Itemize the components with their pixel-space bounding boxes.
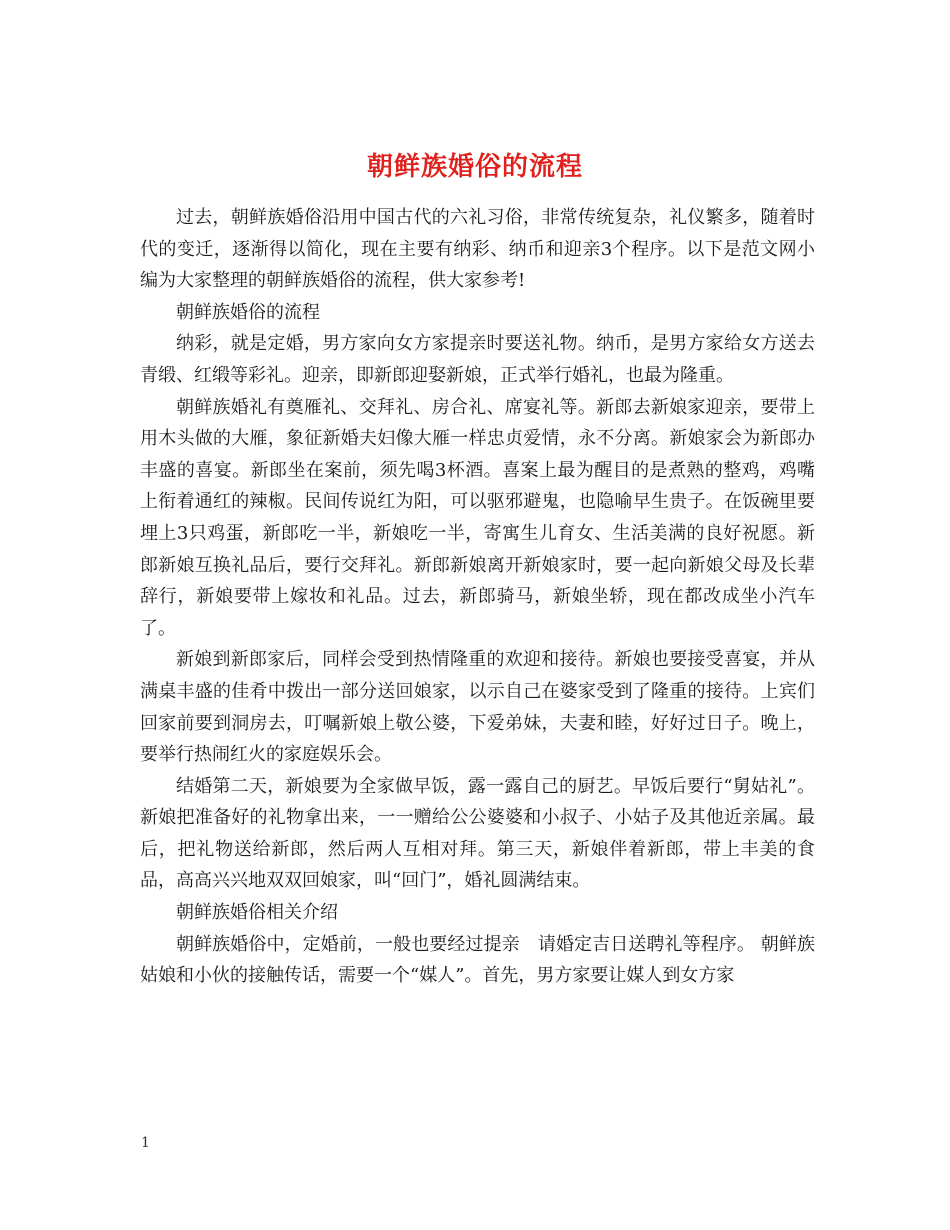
page-number: 1 xyxy=(141,1135,150,1151)
document-title: 朝鲜族婚俗的流程 xyxy=(366,152,583,183)
paragraph-wedding-rites: 朝鲜族婚礼有奠雁礼、交拜礼、房合礼、席宴礼等。新郎去新娘家迎亲，要带上用木头做的大雁，象征新婚夫妇像大雁一样忠贞爱情，永不分离。新娘家会为新郎办丰盛的喜宴。新郎坐在案前，须先喝3杯酒。喜案上最为醒目的是煮熟的整鸡，鸡嘴上衔着通红的辣椒。民间传说红为阳，可以驱邪避鬼，也隐喻早生贵子。在饭碗里要埋上3只鸡蛋，新郎吃一半，新娘吃一半，寄寓生儿育女、生活美满的良好祝愿。新郎新娘互换礼品后，要行交拜礼。新郎新娘离开新娘家时，要一起向新娘父母及长辈辞行，新娘要带上嫁妆和礼品。过去，新郎骑马，新娘坐轿，现在都改成坐小汽车了。 xyxy=(140,396,815,639)
section-heading-related: 朝鲜族婚俗相关介绍 xyxy=(176,902,338,924)
paragraph-nacai: 纳彩，就是定婚，男方家向女方家提亲时要送礼物。纳币，是男方家给女方送去青缎、红缎等彩礼。迎亲，即新郎迎娶新娘，正式举行婚礼，也最为隆重。 xyxy=(140,333,815,386)
paragraph-second-day: 结婚第二天，新娘要为全家做早饭，露一露自己的厨艺。早饭后要行“舅姑礼”。新娘把准备好的礼物拿出来，一一赠给公公婆婆和小叔子、小姑子及其他近亲属。最后，把礼物送给新郎，然后两人互相对拜。第三天，新娘伴着新郎，带上丰美的食品，高高兴兴地双双回娘家，叫“回门”，婚礼圆满结束。 xyxy=(140,775,815,892)
section-heading-process: 朝鲜族婚俗的流程 xyxy=(176,301,320,323)
document-body xyxy=(140,202,815,992)
paragraph-engagement: 朝鲜族婚俗中，定婚前，一般也要经过提亲 请婚定吉日送聘礼等程序。 朝鲜族姑娘和小伙的接触传话，需要一个“媒人”。首先，男方家要让媒人到女方家 xyxy=(140,933,815,987)
paragraph-intro: 过去，朝鲜族婚俗沿用中国古代的六礼习俗，非常传统复杂，礼仪繁多，随着时代的变迁，逐渐得以简化，现在主要有纳彩、纳币和迎亲3个程序。以下是范文网小编为大家整理的朝鲜族婚俗的流程，供大家参考! xyxy=(140,207,815,292)
paragraph-groom-home: 新娘到新郎家后，同样会受到热情隆重的欢迎和接待。新娘也要接受喜宴，并从满桌丰盛的佳肴中拨出一部分送回娘家，以示自己在婆家受到了隆重的接待。上宾们回家前要到洞房去，叮嘱新娘上敬公婆，下爱弟妹，夫妻和睦，好好过日子。晚上，要举行热闹红火的家庭娱乐会。 xyxy=(140,649,815,766)
